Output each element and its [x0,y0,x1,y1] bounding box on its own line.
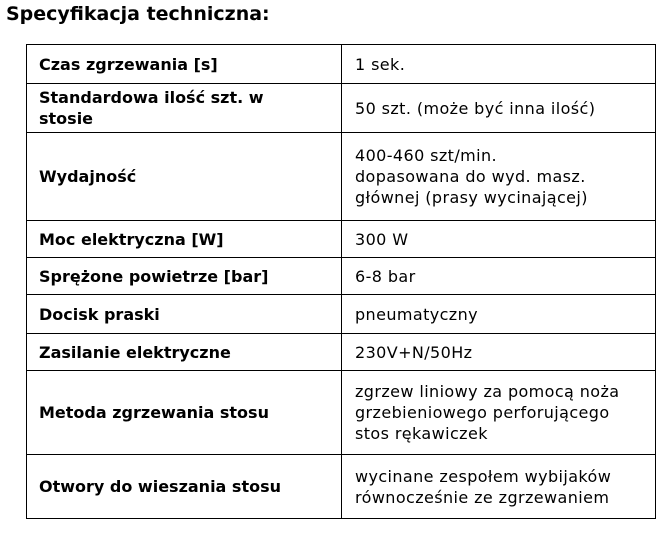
row-label: Zasilanie elektryczne [27,334,342,371]
table-row [27,455,656,519]
row-label: Otwory do wieszania stosu [27,455,342,519]
table-row [27,45,656,84]
row-label: Docisk praski [27,295,342,334]
table-row [27,221,656,258]
row-value: wycinane zespołem wybijaków równocześnie ze zgrzewaniem [342,455,656,519]
row-value: 230V+N/50Hz [342,334,656,371]
row-value: 50 szt. (może być inna ilość) [342,84,656,133]
table-row [27,334,656,371]
row-value: pneumatyczny [342,295,656,334]
table-row [27,295,656,334]
table-row [27,84,656,133]
row-label: Metoda zgrzewania stosu [27,371,342,455]
row-value: 400-460 szt/min. dopasowana do wyd. masz. głównej (prasy wycinającej) [342,133,656,221]
page-title: Specyfikacja techniczna: [6,3,270,25]
table-row [27,371,656,455]
row-label: Moc elektryczna [W] [27,221,342,258]
row-label: Standardowa ilość szt. w stosie [27,84,342,133]
row-value: zgrzew liniowy za pomocą noża grzebieniowego perforującego stos rękawiczek [342,371,656,455]
table-row [27,258,656,295]
row-value: 6-8 bar [342,258,656,295]
table-row [27,133,656,221]
row-label: Czas zgrzewania [s] [27,45,342,84]
row-label: Wydajność [27,133,342,221]
row-value: 1 sek. [342,45,656,84]
spec-table [26,44,656,519]
row-label: Sprężone powietrze [bar] [27,258,342,295]
row-value: 300 W [342,221,656,258]
